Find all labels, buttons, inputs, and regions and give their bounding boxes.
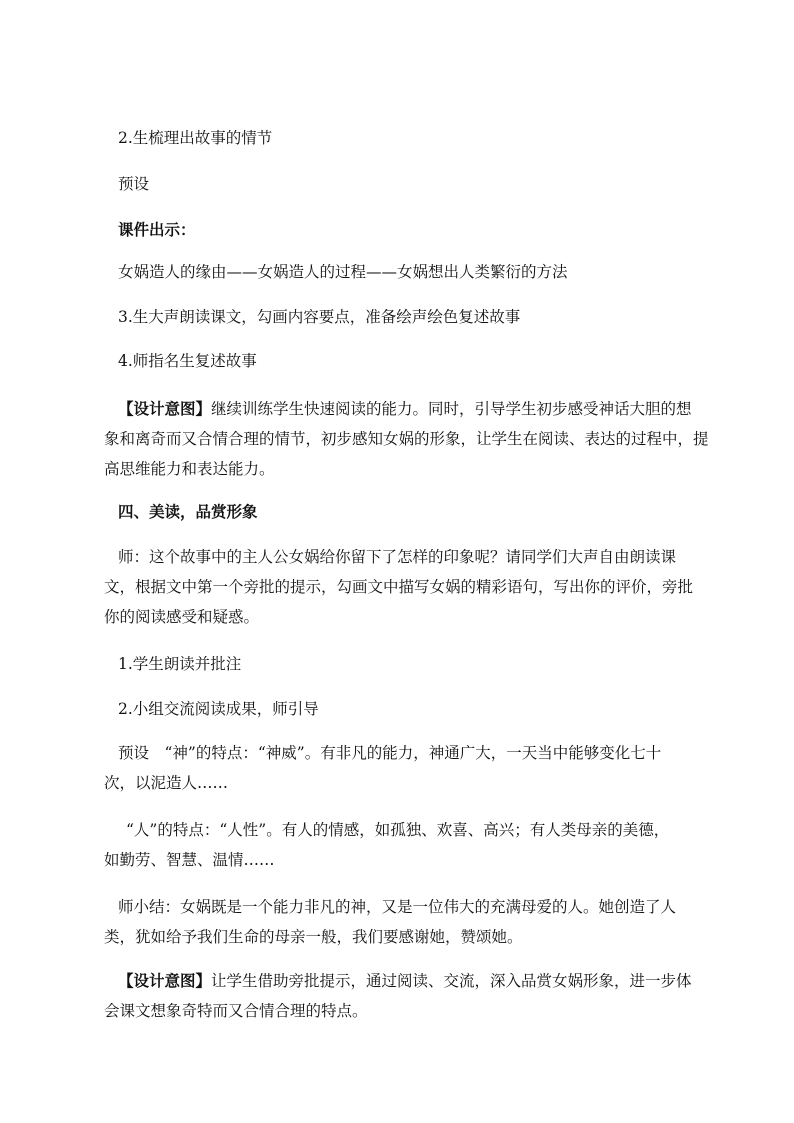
design-intent-label-2: 【设计意图】 bbox=[118, 971, 212, 990]
story-outline: 女娲造人的缘由——女娲造人的过程——女娲想出人类繁衍的方法 bbox=[118, 263, 568, 281]
teacher-prompt-line-2: 文，根据文中第一个旁批的提示，勾画文中描写女娲的精彩语句，写出你的评价，旁批 bbox=[104, 578, 694, 596]
preset-god-paragraph bbox=[104, 738, 704, 798]
courseware-heading: 课件出示： bbox=[118, 220, 196, 239]
preset-god-line-1: 预设 “神”的特点：“神威”。有非凡的能力，神通广大，一天当中能够变化七十 bbox=[118, 744, 662, 762]
step-2-text: 2.生梳理出故事的情节 bbox=[118, 129, 273, 147]
preset-label: 预设 bbox=[118, 175, 150, 193]
preset-human-paragraph bbox=[104, 815, 704, 875]
teacher-prompt-line-3: 你的阅读感受和疑惑。 bbox=[104, 608, 260, 626]
design-intent2-line-2: 会课文想象奇特而又合情合理的特点。 bbox=[104, 1002, 368, 1020]
teacher-summary-paragraph bbox=[104, 892, 704, 952]
design-intent-text-1: 继续训练学生快速阅读的能力。同时，引导学生初步感受神话大胆的想 bbox=[211, 400, 692, 418]
design-intent-line-2: 象和离奇而又合情合理的情节，初步感知女娲的形象，让学生在阅读、表达的过程中，提 bbox=[104, 430, 709, 448]
teacher-summary-line-1: 师小结：女娲既是一个能力非凡的神，又是一位伟大的充满母爱的人。她创造了人 bbox=[118, 898, 677, 916]
design-intent-paragraph-1 bbox=[104, 394, 709, 484]
teacher-prompt-paragraph bbox=[104, 542, 704, 632]
section-4-heading: 四、美读，品赏形象 bbox=[118, 502, 258, 521]
design-intent-label-1: 【设计意图】 bbox=[118, 399, 212, 418]
step-4-text: 4.师指名生复述故事 bbox=[118, 352, 257, 370]
step-1-text: 1.学生朗读并批注 bbox=[118, 655, 242, 673]
step-3-text: 3.生大声朗读课文，勾画内容要点，准备绘声绘色复述故事 bbox=[118, 308, 521, 326]
step-2-group-text: 2.小组交流阅读成果，师引导 bbox=[118, 700, 319, 718]
design-intent-paragraph-2 bbox=[104, 966, 704, 1026]
teacher-prompt-line-1: 师：这个故事中的主人公女娲给你留下了怎样的印象呢？请同学们大声自由朗读课 bbox=[118, 548, 677, 566]
preset-god-line-2: 次，以泥造人…… bbox=[104, 774, 229, 792]
preset-human-line-1: “人”的特点：“人性”。有人的情感，如孤独、欢喜、高兴；有人类母亲的美德， bbox=[126, 821, 670, 839]
design-intent2-text-1: 让学生借助旁批提示，通过阅读、交流，深入品赏女娲形象，进一步体 bbox=[211, 972, 692, 990]
design-intent-line-3: 高思维能力和表达能力。 bbox=[104, 460, 275, 478]
design-intent-line-1 bbox=[104, 394, 704, 424]
design-intent2-line-1 bbox=[104, 966, 704, 996]
preset-human-line-2: 如勤劳、智慧、温情…… bbox=[104, 851, 275, 869]
teacher-summary-line-2: 类，犹如给予我们生命的母亲一般，我们要感谢她，赞颂她。 bbox=[104, 928, 523, 946]
